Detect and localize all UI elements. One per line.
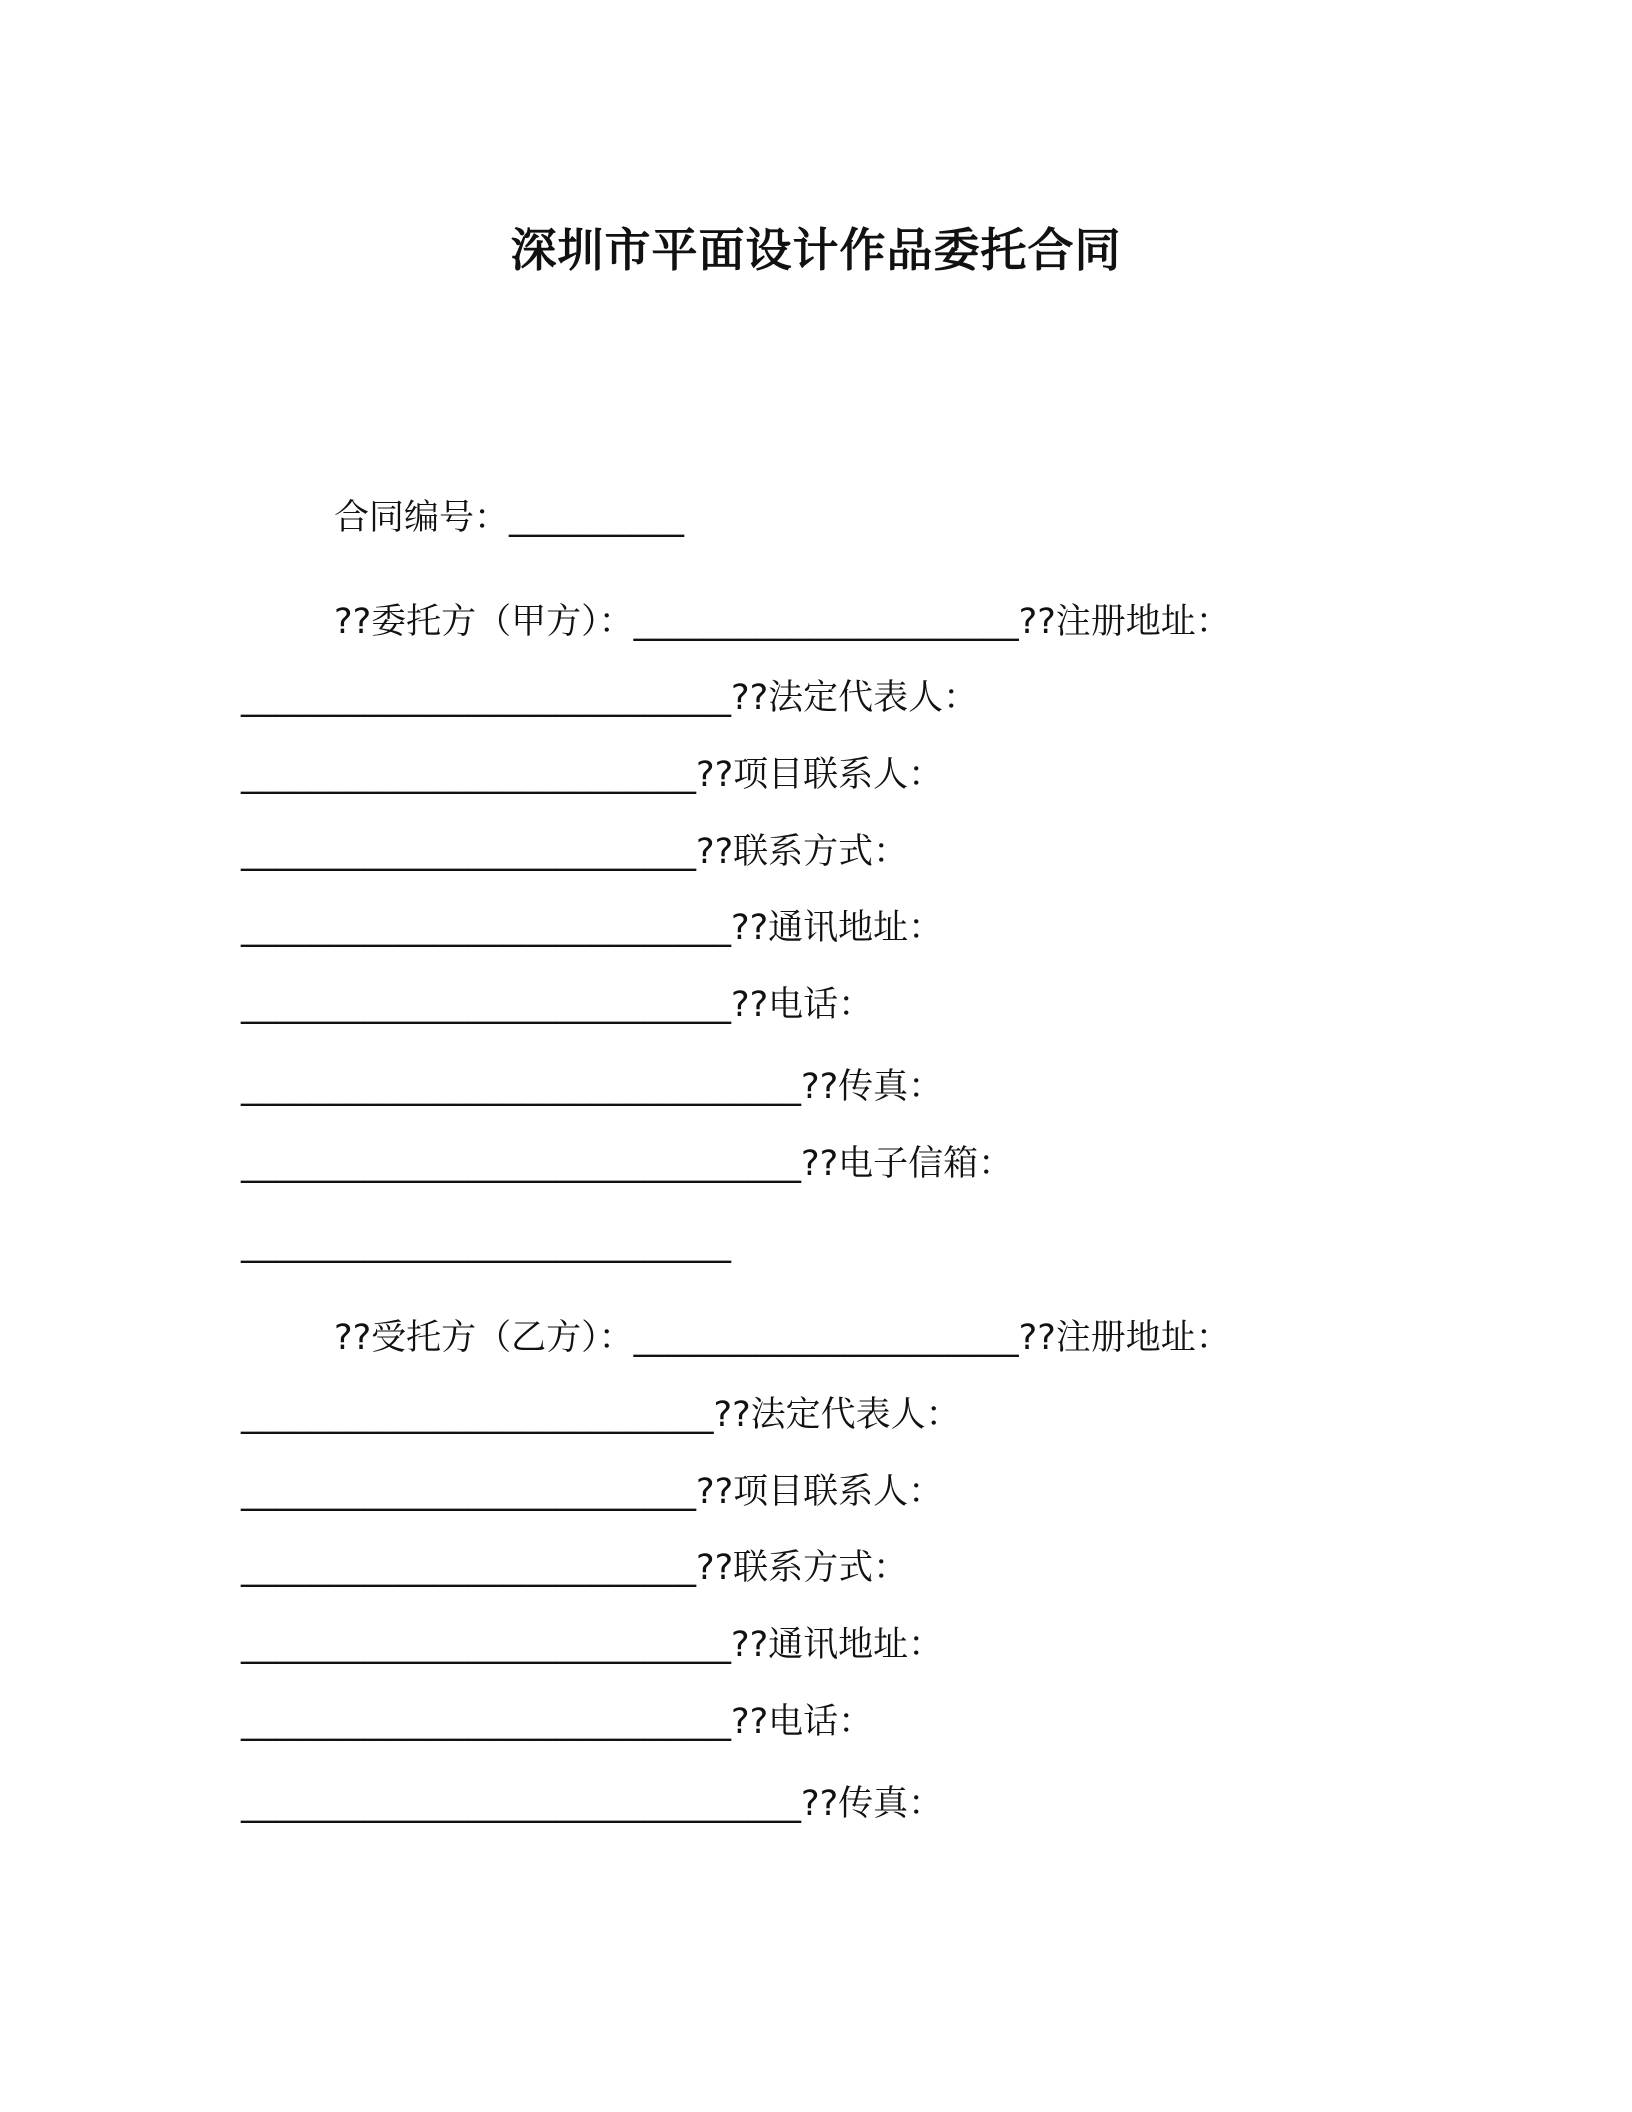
party-a-line: __________________________??联系方式： — [241, 832, 909, 872]
party-b-line: ____________________________??通讯地址： — [241, 1625, 944, 1665]
party-b-line: ________________________________??传真： — [241, 1784, 944, 1824]
party-a-line: ____________________________??法定代表人： — [241, 678, 979, 718]
party-a-line: __________________________??项目联系人： — [241, 755, 944, 795]
party-a-line: ??委托方（甲方）：______________________??注册地址： — [334, 602, 1231, 642]
party-a-line: ________________________________??传真： — [241, 1067, 944, 1107]
party-b-line: ??受托方（乙方）：______________________??注册地址： — [334, 1318, 1231, 1358]
party-a-line: ____________________________ — [241, 1224, 731, 1264]
party-b-line: __________________________??联系方式： — [241, 1548, 909, 1588]
document-title: 深圳市平面设计作品委托合同 — [510, 223, 1122, 277]
party-b-line: __________________________??项目联系人： — [241, 1472, 944, 1512]
party-a-line: ____________________________??电话： — [241, 985, 874, 1025]
contract-number-line: 合同编号：__________ — [334, 498, 685, 538]
party-b-line: ___________________________??法定代表人： — [241, 1395, 961, 1435]
party-a-line: ____________________________??通讯地址： — [241, 908, 944, 948]
party-a-line: ________________________________??电子信箱： — [241, 1144, 1014, 1184]
party-b-line: ____________________________??电话： — [241, 1702, 874, 1742]
